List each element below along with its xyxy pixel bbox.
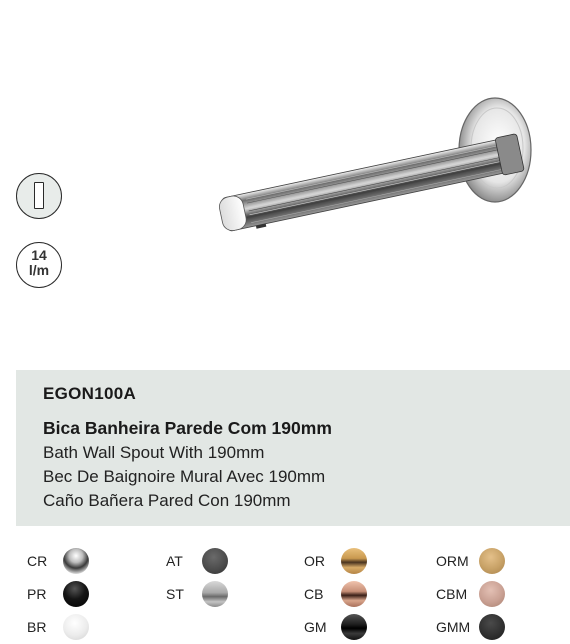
finish-item-st[interactable] [166,579,276,609]
finish-code: AT [166,553,183,569]
finish-code: GMM [436,619,471,635]
finish-item-gmm[interactable] [436,612,546,642]
product-title-en: Bath Wall Spout With 190mm [43,443,265,462]
finish-code: PR [27,586,47,602]
finish-item-pr[interactable] [27,579,137,609]
finish-item-at[interactable] [166,546,276,576]
steel-swatch-icon [202,581,228,607]
spout-outlet-shape [34,182,44,209]
white-swatch-icon [63,614,89,640]
finish-code: ST [166,586,184,602]
finish-code: CR [27,553,48,569]
matte-gunmetal-swatch-icon [479,614,505,640]
matte-copper-swatch-icon [479,581,505,607]
product-title-pt: Bica Banheira Parede Com 190mm [43,418,332,438]
finish-code: OR [304,553,325,569]
copper-swatch-icon [341,581,367,607]
finish-item-gm[interactable] [304,612,414,642]
wall-spout-icon [16,173,62,219]
flow-rate-unit: l/m [28,262,50,278]
finish-item-or[interactable] [304,546,414,576]
gunmetal-swatch-icon [341,614,367,640]
finish-code: GM [304,619,327,635]
finish-item-orm[interactable] [436,546,546,576]
gold-swatch-icon [341,548,367,574]
chrome-swatch-icon [63,548,89,574]
anthracite-swatch-icon [202,548,228,574]
finish-code: CB [304,586,324,602]
finish-item-cr[interactable] [27,546,137,576]
product-code: EGON100A [43,384,137,403]
matte-gold-swatch-icon [479,548,505,574]
product-info-panel [16,370,570,526]
product-image [205,90,540,240]
product-title-fr: Bec De Baignoire Mural Avec 190mm [43,467,326,486]
finish-item-cbm[interactable] [436,579,546,609]
finish-code: BR [27,619,47,635]
flow-rate-icon [16,242,62,288]
finish-item-br[interactable] [27,612,137,642]
flow-rate-value: 14 [31,247,47,263]
finish-item-cb[interactable] [304,579,414,609]
black-swatch-icon [63,581,89,607]
finish-code: CBM [436,586,468,602]
finish-code: ORM [436,553,469,569]
product-title-es: Caño Bañera Pared Con 190mm [43,491,291,510]
